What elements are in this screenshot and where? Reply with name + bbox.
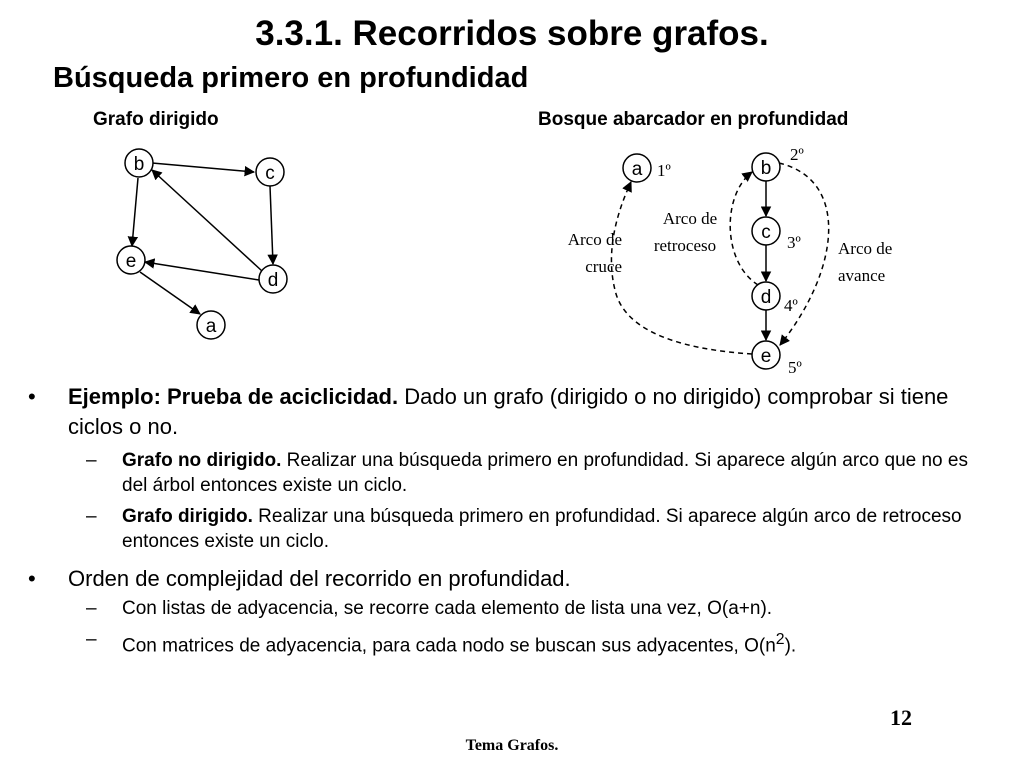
forest-node-c-label: c (761, 222, 771, 243)
sub-bullet-directed (28, 504, 988, 554)
bullet-acyclicity-bold: Ejemplo: Prueba de aciclicidad. (68, 384, 399, 409)
cross-arc-label-1: Arco de (567, 230, 622, 249)
bullet-mark: • (28, 566, 36, 591)
page-number: 12 (890, 705, 912, 730)
bullet-complexity-text: Orden de complejidad del recorrido en profundidad. (68, 566, 571, 591)
bullet-list (28, 382, 988, 658)
graph-node-e-label: e (125, 251, 137, 272)
dash-mark: – (86, 506, 97, 527)
forest-node-d-label: d (760, 287, 772, 308)
forest-node-b-label: b (760, 158, 772, 179)
cross-arc (611, 182, 752, 354)
left-diagram-caption: Grafo dirigido (93, 109, 219, 130)
directed-graph (117, 149, 287, 339)
order-label-2: 2º (790, 145, 804, 164)
forward-arc-label-2: avance (838, 266, 886, 285)
sub-bullet-adjacency-lists (28, 596, 988, 621)
sub-bullet-adjacency-matrices-end: ). (784, 635, 797, 657)
graph-node-c-label: c (265, 163, 275, 184)
forest-node-e-label: e (760, 346, 772, 367)
graph-node-b-label: b (133, 154, 145, 175)
superscript-2: 2 (775, 631, 785, 648)
dash-mark: – (86, 598, 97, 619)
sub-bullet-undirected (28, 448, 988, 498)
dash-mark: – (86, 450, 97, 471)
cross-arc-label-2: cruce (585, 257, 622, 276)
order-label-1: 1º (657, 161, 671, 180)
order-label-3: 3º (787, 233, 801, 252)
right-diagram-caption: Bosque abarcador en profundidad (538, 109, 849, 130)
slide-subtitle: Búsqueda primero en profundidad (53, 62, 529, 94)
dash-mark: – (86, 629, 97, 650)
edge-d-b (152, 170, 262, 271)
edge-e-a (140, 272, 200, 314)
order-label-5: 5º (788, 358, 802, 377)
forward-arc-label-1: Arco de (838, 239, 893, 258)
sub-bullet-adjacency-matrices-text: Con matrices de adyacencia, para cada nodo se buscan sus adyacentes, O(n (122, 635, 776, 657)
back-arc-label-1: Arco de (662, 209, 718, 228)
sub-bullet-undirected-text: Realizar una búsqueda primero en profundidad. Si aparece algún arco que no es del árbol entonces existe un ciclo. (122, 450, 968, 496)
edge-b-e (132, 178, 138, 246)
sub-bullet-adjacency-lists-text: Con listas de adyacencia, se recorre cada elemento de lista una vez, O(a+n). (122, 598, 773, 619)
sub-bullet-undirected-bold: Grafo no dirigido. (122, 450, 282, 471)
back-arc-label-2: retroceso (653, 236, 717, 255)
bullet-acyclicity-text: Dado un grafo (dirigido o no dirigido) comprobar si tiene ciclos o no. (68, 384, 949, 439)
forest-node-a-label: a (631, 159, 643, 180)
edge-c-d (270, 186, 273, 264)
bullet-complexity (28, 564, 988, 594)
edge-d-e (145, 262, 259, 280)
sub-bullet-adjacency-matrices (28, 627, 988, 658)
edge-b-c (152, 163, 254, 172)
spanning-forest (568, 145, 893, 377)
graph-node-a-label: a (205, 316, 217, 337)
slide-title: 3.3.1. Recorridos sobre grafos. (255, 14, 769, 53)
bullet-acyclicity (28, 382, 988, 442)
order-label-4: 4º (784, 296, 798, 315)
footer: Tema Grafos. (465, 737, 559, 754)
sub-bullet-directed-bold: Grafo dirigido. (122, 506, 253, 527)
forward-arc (779, 163, 829, 345)
graph-node-d-label: d (267, 270, 279, 291)
bullet-mark: • (28, 384, 36, 409)
sub-bullet-directed-text: Realizar una búsqueda primero en profundidad. Si aparece algún arco de retroceso entonces existe un ciclo. (122, 506, 962, 552)
